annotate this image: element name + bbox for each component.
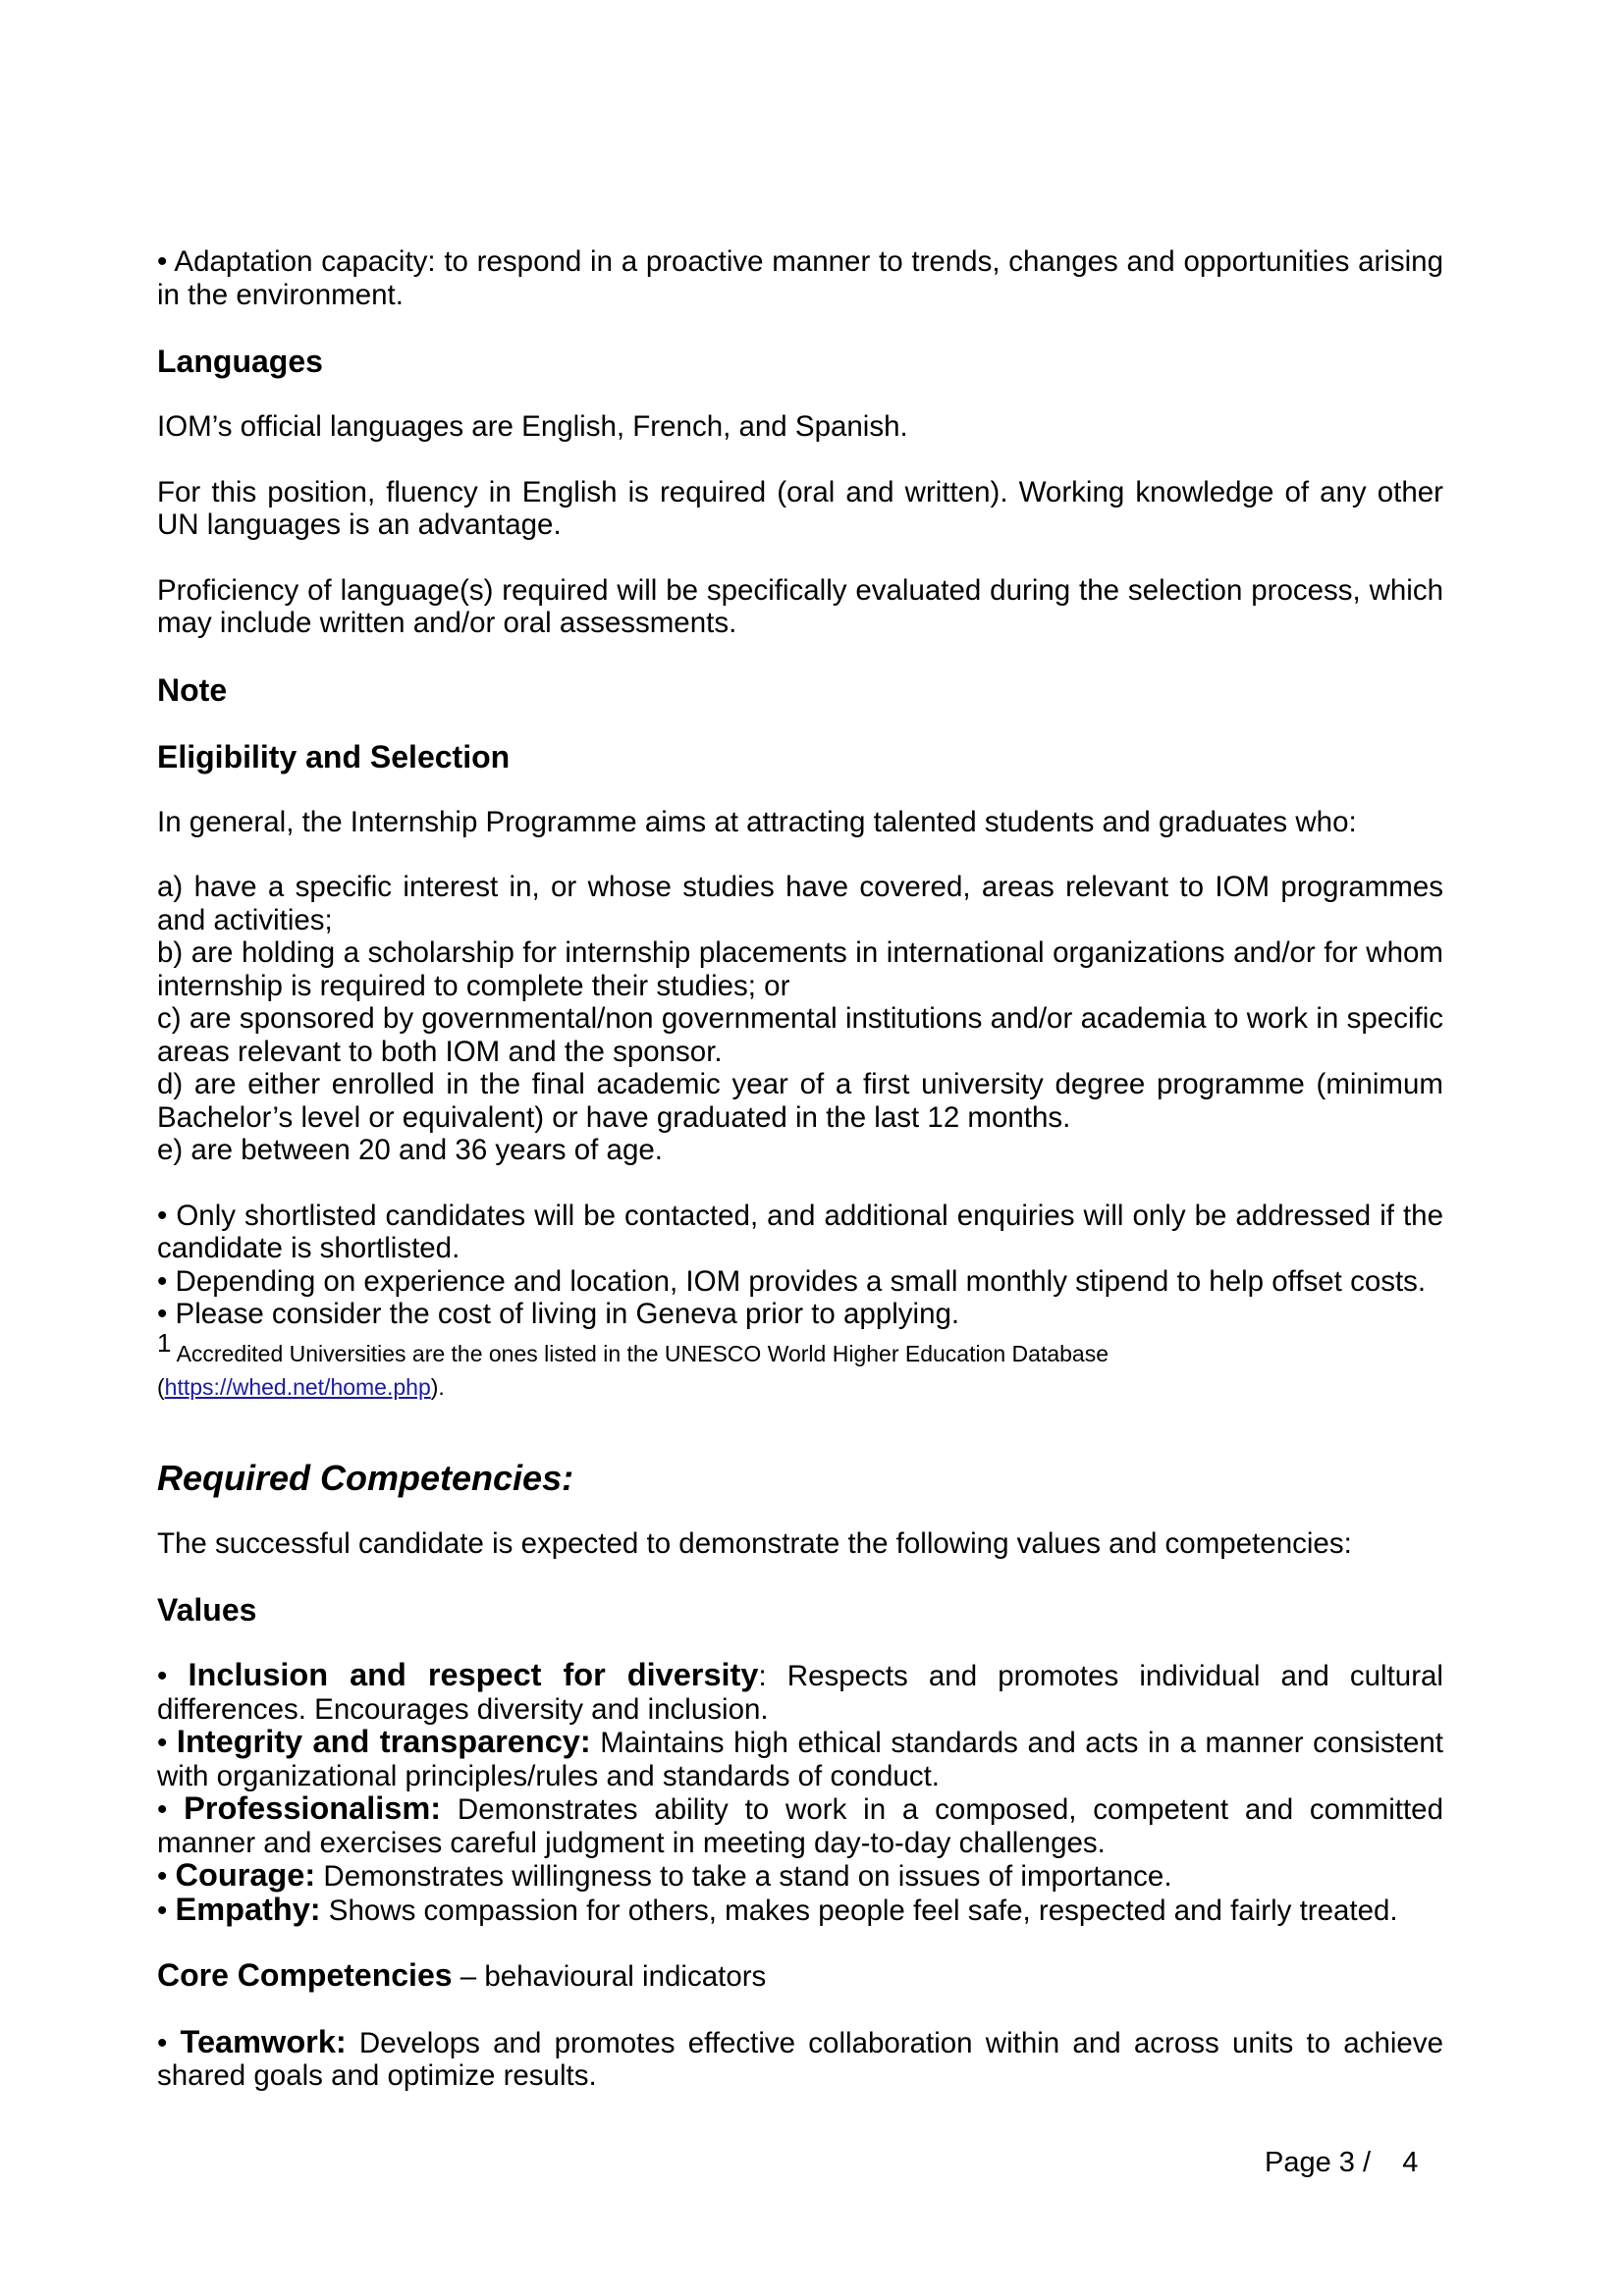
eligibility-intro: In general, the Internship Programme aims at attracting talented students and graduates who:	[157, 805, 1357, 838]
bullet-glyph: •	[157, 2026, 181, 2059]
value-description: Shows compassion for others, makes people feel safe, respected and fairly treated.	[320, 1894, 1398, 1927]
footnote	[157, 1327, 1443, 1404]
page-number: Page 3 / 4	[1265, 2147, 1419, 2178]
note-bullets-list	[157, 1200, 1443, 1331]
fluency-text: For this position, fluency in English is required (oral and written). Working knowledge of any other UN languages is an advantage.	[157, 475, 1443, 541]
footnote-text: Accredited Universities are the ones listed in the UNESCO World Higher Education Database	[171, 1340, 1109, 1366]
stipend-bullet: • Depending on experience and location, IOM provides a small monthly stipend to help offset costs.	[157, 1264, 1427, 1298]
core-teamwork	[157, 2023, 1443, 2093]
footnote-open-paren: (	[157, 1373, 165, 1400]
cost-of-living-bullet: • Please consider the cost of living in Geneva prior to applying.	[157, 1298, 960, 1330]
page-content	[157, 245, 1443, 2093]
value-professionalism	[157, 1792, 1443, 1859]
values-heading: Values	[157, 1592, 257, 1628]
value-inclusion	[157, 1659, 1443, 1726]
footnote-marker: 1	[157, 1327, 172, 1358]
value-description: Maintains high ethical standards and acts in a manner consistent with organizational principles/rules and standards of conduct.	[157, 1727, 1443, 1792]
required-competencies-heading: Required Competencies:	[157, 1457, 574, 1498]
official-languages-text: IOM’s official languages are English, French, and Spanish.	[157, 410, 908, 443]
bullet-glyph: •	[157, 1860, 176, 1893]
core-heading-suffix: – behavioural indicators	[452, 1960, 767, 1993]
core-heading-text: Core Competencies	[157, 1957, 453, 1993]
criterion-e: e) are between 20 and 36 years of age.	[157, 1134, 663, 1166]
eligibility-criteria-list	[157, 871, 1443, 1167]
criterion-a: a) have a specific interest in, or whose studies have covered, areas relevant to IOM programmes and activities;	[157, 871, 1443, 936]
criterion-d: d) are either enrolled in the final academic year of a first university degree programme (minimum Bachelor’s level or equivalent) or have graduated in the last 12 months.	[157, 1068, 1443, 1134]
footnote-link-line	[157, 1370, 1443, 1404]
value-term: Empathy:	[175, 1891, 321, 1927]
value-term: Professionalism:	[184, 1790, 442, 1826]
bullet-glyph: •	[157, 1793, 185, 1826]
footnote-line	[157, 1327, 1443, 1370]
core-description: Develops and promotes effective collaboration within and across units to achieve shared goals and optimize results.	[157, 2026, 1443, 2092]
bullet-glyph: •	[157, 1727, 177, 1759]
note-heading: Note	[157, 671, 228, 708]
competencies-intro: The successful candidate is expected to demonstrate the following values and competencies:	[157, 1526, 1352, 1560]
value-integrity	[157, 1726, 1443, 1792]
adaptation-capacity-bullet: • Adaptation capacity: to respond in a proactive manner to trends, changes and opportunities arising in the environment.	[157, 245, 1443, 311]
eligibility-heading: Eligibility and Selection	[157, 738, 511, 774]
value-term: Integrity and transparency:	[176, 1724, 591, 1759]
footnote-close-paren: ).	[430, 1373, 445, 1400]
whed-link[interactable]: https://whed.net/home.php	[164, 1373, 431, 1400]
criterion-b: b) are holding a scholarship for internship placements in international organizations and/or for whom internship is required to complete their studies; or	[157, 936, 1443, 1002]
core-competencies-list	[157, 2023, 1443, 2093]
shortlist-bullet: • Only shortlisted candidates will be contacted, and additional enquiries will only be addressed if the candidate is shortlisted.	[157, 1199, 1443, 1264]
value-description: Demonstrates willingness to take a stand on issues of importance.	[315, 1860, 1172, 1893]
bullet-glyph: •	[157, 1660, 189, 1692]
value-term: Inclusion and respect for diversity	[188, 1657, 759, 1692]
value-courage	[157, 1859, 1443, 1894]
core-competencies-heading	[157, 1959, 1443, 1994]
core-term: Teamwork:	[180, 2023, 347, 2059]
value-empathy	[157, 1891, 1443, 1928]
proficiency-text: Proficiency of language(s) required will be specifically evaluated during the selection process, which may include written and/or oral assessments.	[157, 573, 1443, 639]
value-description: : Respects and promotes individual and cultural differences. Encourages diversity and inclusion.	[157, 1660, 1443, 1726]
bullet-glyph: •	[157, 1894, 176, 1927]
criterion-c: c) are sponsored by governmental/non governmental institutions and/or academia to work in specific areas relevant to both IOM and the sponsor.	[157, 1002, 1443, 1068]
values-list	[157, 1659, 1443, 1927]
value-term: Courage:	[175, 1857, 316, 1893]
languages-heading: Languages	[157, 344, 323, 379]
value-description: Demonstrates ability to work in a composed, competent and committed manner and exercises careful judgment in meeting day-to-day challenges.	[157, 1793, 1443, 1859]
